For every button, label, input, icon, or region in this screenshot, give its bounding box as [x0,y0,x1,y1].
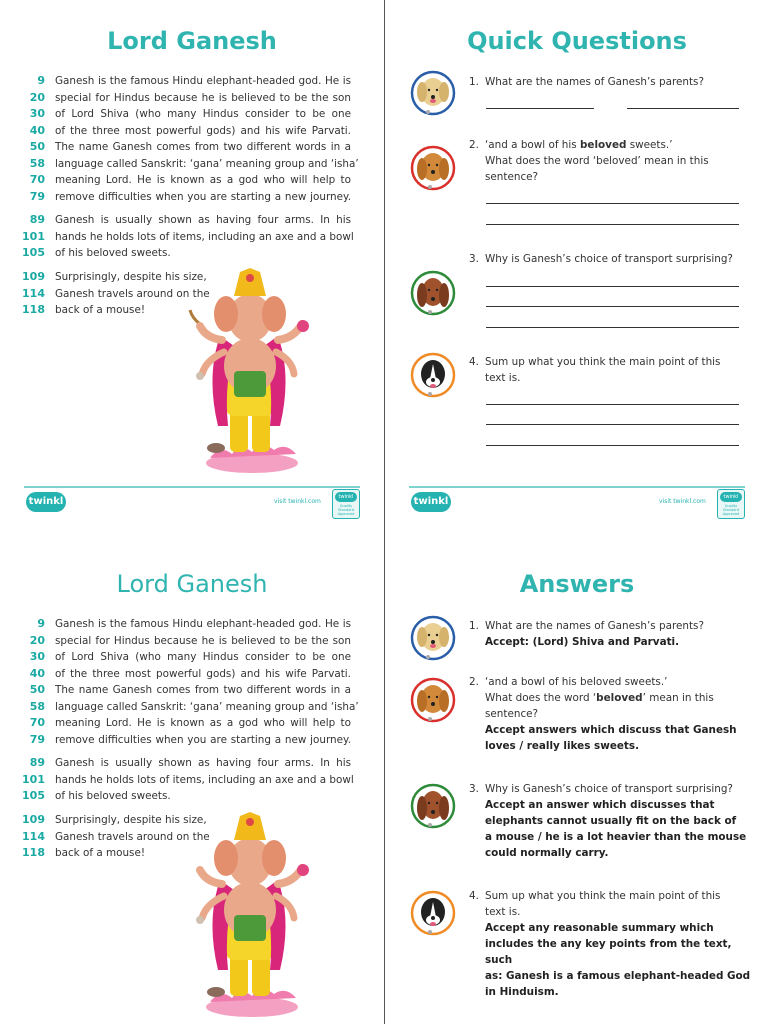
line-text: Ganesh travels around on the [55,287,210,300]
text-line [0,156,384,172]
footer-rule [409,486,745,488]
word-count: 101 [22,772,45,786]
text-line [0,123,384,139]
question-line: ‘and a bowl of his beloved sweets.’ [485,676,668,688]
word-count: 105 [22,789,45,802]
answer-line-text: elephants cannot usually fit on the back of [485,815,737,827]
word-count: 70 [29,716,45,729]
word-count: 30 [29,650,45,663]
answer-line[interactable] [486,306,739,307]
text-line [0,90,384,106]
reading-title: Lord Ganesh [116,570,268,598]
dog-avatar-icon [410,70,456,116]
text-line [0,788,384,804]
answer-line[interactable] [486,203,739,204]
answers-panel [385,542,769,1024]
line-text: of the three most powerful gods) and his wife Parvati. [55,124,351,137]
question-line: Why is Ganesh’s choice of transport surprising? [485,783,733,795]
word-count: 70 [29,173,45,186]
badge-logo: twinkl [720,492,742,502]
answer-line-text: as: Ganesh is a famous elephant-headed God [485,970,751,982]
word-count: 40 [29,666,45,680]
word-count: 109 [22,270,45,283]
text-line [0,633,384,649]
text-line [0,189,384,205]
question-number: 3. [469,253,479,265]
question-line: What does the word ‘beloved’ mean in this [485,155,709,167]
line-text: Ganesh is usually shown as having four arms. In his [55,214,351,226]
line-text: special for Hindus because he is believed to be the son [55,91,351,104]
question-text [469,251,754,267]
text-line [0,715,384,731]
question-text [469,137,754,185]
line-text: remove difficulties when you are starting a new journey. [55,190,351,203]
answer-line-text: Accept: (Lord) Shiva and Parvati. [485,636,680,648]
answer-text [469,888,754,1000]
text-line [0,699,384,715]
text-line [0,212,384,228]
line-text: of the three most powerful gods) and his wife Parvati. [55,667,351,680]
footer-rule [24,486,360,488]
twinkl-logo[interactable]: twinkl [26,492,66,512]
question-number: 2. [469,139,479,151]
question-line: text is. [485,372,521,384]
line-text: hands he holds lots of items, including an axe and a bowl [55,773,354,786]
line-text: language called Sanskrit: ‘gana’ meaning group and ‘isha’ [55,700,359,713]
question-text [469,354,754,386]
reading-panel-top [0,0,384,516]
text-line [0,616,384,632]
text-line [0,772,384,788]
visit-link[interactable]: visit twinkl.com [659,498,706,505]
word-count: 118 [22,846,45,859]
question-line: sentence? [485,708,539,720]
line-text: special for Hindus because he is believed to be the son [55,634,351,647]
dog-avatar-icon [410,783,456,829]
question-number: 2. [469,676,479,688]
answer-line[interactable] [486,327,739,328]
answer-line[interactable] [486,424,739,425]
line-text: of his beloved sweets. [55,247,171,259]
word-count: 9 [37,617,45,630]
answer-line[interactable] [486,108,594,109]
text-line [0,106,384,122]
line-text: Ganesh is the famous Hindu elephant-headed god. He is [55,75,351,87]
word-count: 30 [29,107,45,120]
visit-link[interactable]: visit twinkl.com [274,498,321,505]
question-line: What does the word ‘beloved’ mean in this [485,692,714,704]
question-number: 1. [469,76,479,88]
answer-line-text: could normally carry. [485,847,609,859]
word-count: 20 [29,633,45,647]
line-text: remove difficulties when you are starting a new journey. [55,733,351,746]
text-line [0,139,384,155]
text-line [0,245,384,261]
answer-line[interactable] [486,404,739,405]
line-text: The name Ganesh comes from two different words in a [55,141,351,153]
question-line: Sum up what you think the main point of this [485,356,721,368]
answer-line-text: Accept any reasonable summary which [485,922,714,934]
answer-text [469,674,754,754]
keyword: beloved [579,139,627,151]
dog-avatar-icon [410,352,456,398]
word-count: 114 [22,829,45,843]
line-text: Ganesh is usually shown as having four arms. In his [55,757,351,769]
question-text [469,74,754,90]
question-line: What are the names of Ganesh’s parents? [485,620,704,632]
word-count: 9 [37,74,45,87]
line-text: of Lord Shiva (who many Hindus consider to be one [55,108,351,120]
word-count: 50 [29,140,45,153]
answer-line[interactable] [486,445,739,446]
word-count: 89 [29,756,45,769]
word-count: 20 [29,90,45,104]
text-line [0,229,384,245]
text-line [0,73,384,89]
question-number: 4. [469,890,479,902]
question-line: Why is Ganesh’s choice of transport surprising? [485,253,733,265]
line-text: meaning Lord. He is known as a god who will help to [55,717,351,729]
answer-text [469,781,754,861]
dog-avatar-icon [410,890,456,936]
footer [409,486,745,522]
quality-badge [332,489,360,519]
word-count: 58 [29,699,45,713]
keyword: beloved [596,692,643,704]
line-text: meaning Lord. He is known as a god who will help to [55,174,351,186]
word-count: 118 [22,303,45,316]
word-count: 79 [29,732,45,746]
dog-avatar-icon [410,677,456,723]
text-line [0,649,384,665]
question-number: 4. [469,356,479,368]
question-line: sentence? [485,171,539,183]
footer [24,486,360,522]
text-line [0,732,384,748]
reading-title: Lord Ganesh [107,27,277,55]
line-text: Ganesh is the famous Hindu elephant-headed god. He is [55,618,351,630]
quality-badge [717,489,745,519]
answer-line[interactable] [486,286,739,287]
word-count: 50 [29,683,45,696]
answer-line[interactable] [486,224,739,225]
question-number: 3. [469,783,479,795]
question-line: Sum up what you think the main point of this [485,890,721,902]
text-line [0,755,384,771]
text-line [0,172,384,188]
answers-title: Answers [519,570,635,598]
badge-text: Quality Standard Approved [722,504,740,516]
questions-panel [385,0,769,516]
word-count: 101 [22,229,45,243]
word-count: 109 [22,813,45,826]
line-text: Surprisingly, despite his size, [55,271,207,283]
answer-line-text: Accept answers which discuss that Ganesh [485,724,737,736]
line-text: back of a mouse! [55,304,146,316]
word-count: 105 [22,246,45,259]
line-text: of his beloved sweets. [55,790,171,802]
line-text: Ganesh travels around on the [55,830,210,843]
question-line: What are the names of Ganesh’s parents? [485,76,704,88]
word-count: 114 [22,286,45,300]
line-text: back of a mouse! [55,847,146,859]
answer-line[interactable] [627,108,739,109]
dog-avatar-icon [410,615,456,661]
word-count: 89 [29,213,45,226]
badge-logo: twinkl [335,492,357,502]
text-line [0,682,384,698]
line-text: language called Sanskrit: ‘gana’ meaning group and ‘isha’ [55,157,359,170]
word-count: 79 [29,189,45,203]
text-line [0,666,384,682]
ganesh-illustration [182,266,312,476]
badge-text: Quality Standard Approved [337,504,355,516]
word-count: 40 [29,123,45,137]
twinkl-logo[interactable]: twinkl [411,492,451,512]
question-number: 1. [469,620,479,632]
question-line: ‘and a bowl of his [485,139,580,151]
questions-title: Quick Questions [467,27,687,55]
dog-avatar-icon [410,270,456,316]
reading-panel-bottom [0,542,384,1024]
line-text: Surprisingly, despite his size, [55,814,207,826]
question-line: text is. [485,906,521,918]
answer-line-text: loves / really likes sweets. [485,740,640,752]
word-count: 58 [29,156,45,170]
answer-line-text: in Hinduism. [485,986,559,998]
dog-avatar-icon [410,145,456,191]
line-text: hands he holds lots of items, including an axe and a bowl [55,230,354,243]
line-text: The name Ganesh comes from two different words in a [55,684,351,696]
ganesh-illustration [182,810,312,1020]
answer-line-text: Accept an answer which discusses that [485,799,715,811]
answer-text [469,618,754,650]
question-line: sweets.’ [626,139,673,151]
line-text: of Lord Shiva (who many Hindus consider to be one [55,651,351,663]
answer-line-text: includes the any key points from the text, such [485,938,732,966]
answer-line-text: a mouse / he is a lot heavier than the mouse [485,831,747,843]
